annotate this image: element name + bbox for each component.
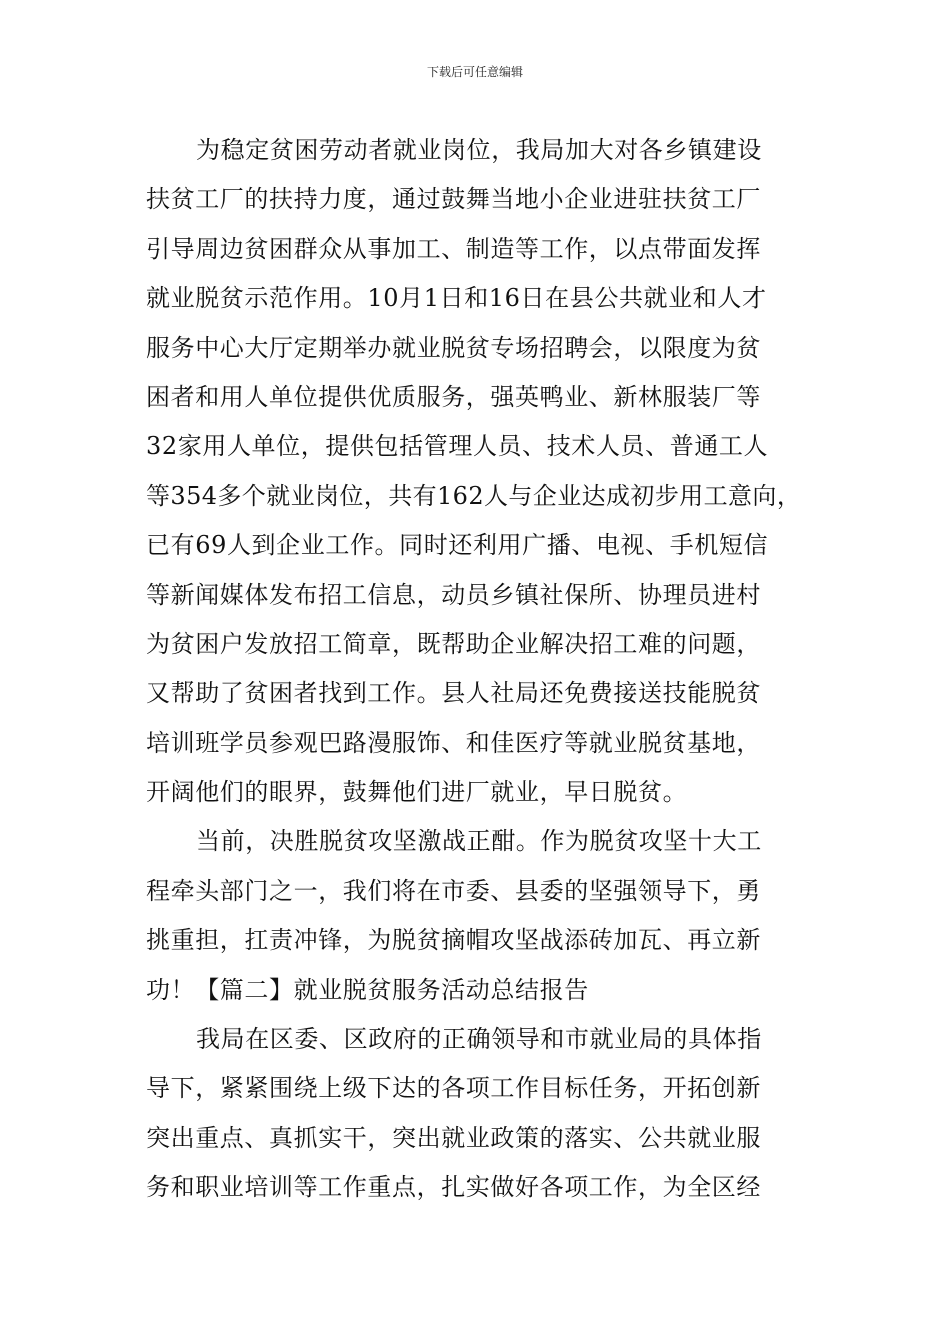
paragraph-line: 困者和用人单位提供优质服务，强英鸭业、新林服装厂等 [146, 382, 761, 411]
page-header: 下载后可任意编辑 [426, 65, 523, 79]
paragraph-line: 为贫困户发放招工简章，既帮助企业解决招工难的问题， [146, 629, 761, 658]
paragraph-line: 突出重点、真抓实干，突出就业政策的落实、公共就业服 [146, 1123, 761, 1152]
paragraph-line: 扶贫工厂的扶持力度，通过鼓舞当地小企业进驻扶贫工厂 [146, 185, 761, 214]
paragraph-line: 功！【篇二】就业脱贫服务活动总结报告 [146, 975, 589, 1004]
paragraph-line: 已有69人到企业工作。同时还利用广播、电视、手机短信 [146, 531, 769, 560]
paragraph-line: 等354多个就业岗位，共有162人与企业达成初步用工意向， [146, 481, 802, 510]
paragraph-line: 32家用人单位，提供包括管理人员、技术人员、普通工人 [146, 432, 769, 461]
paragraph-line: 当前，决胜脱贫攻坚激战正酣。作为脱贫攻坚十大工 [196, 827, 762, 856]
paragraph-line: 导下，紧紧围绕上级下达的各项工作目标任务，开拓创新 [146, 1074, 761, 1103]
paragraph-line: 就业脱贫示范作用。10月1日和16日在县公共就业和人才 [146, 284, 767, 313]
paragraph-line: 务和职业培训等工作重点，扎实做好各项工作，为全区经 [146, 1173, 761, 1202]
paragraph-line: 服务中心大厅定期举办就业脱贫专场招聘会，以限度为贫 [146, 333, 761, 362]
paragraph-line: 又帮助了贫困者找到工作。县人社局还免费接送技能脱贫 [146, 679, 761, 708]
document-body [146, 126, 806, 1213]
paragraph-line: 程牵头部门之一，我们将在市委、县委的坚强领导下，勇 [146, 876, 761, 905]
paragraph-line: 我局在区委、区政府的正确领导和市就业局的具体指 [196, 1025, 762, 1054]
paragraph-line: 为稳定贫困劳动者就业岗位，我局加大对各乡镇建设 [196, 136, 762, 164]
paragraph-line: 培训班学员参观巴路漫服饰、和佳医疗等就业脱贫基地， [146, 728, 761, 757]
paragraph-line: 引导周边贫困群众从事加工、制造等工作，以点带面发挥 [146, 234, 761, 263]
paragraph-line: 开阔他们的眼界，鼓舞他们进厂就业，早日脱贫。 [146, 778, 688, 807]
paragraph-line: 等新闻媒体发布招工信息，动员乡镇社保所、协理员进村 [146, 580, 761, 609]
paragraph-line: 挑重担，扛责冲锋，为脱贫摘帽攻坚战添砖加瓦、再立新 [146, 926, 761, 955]
